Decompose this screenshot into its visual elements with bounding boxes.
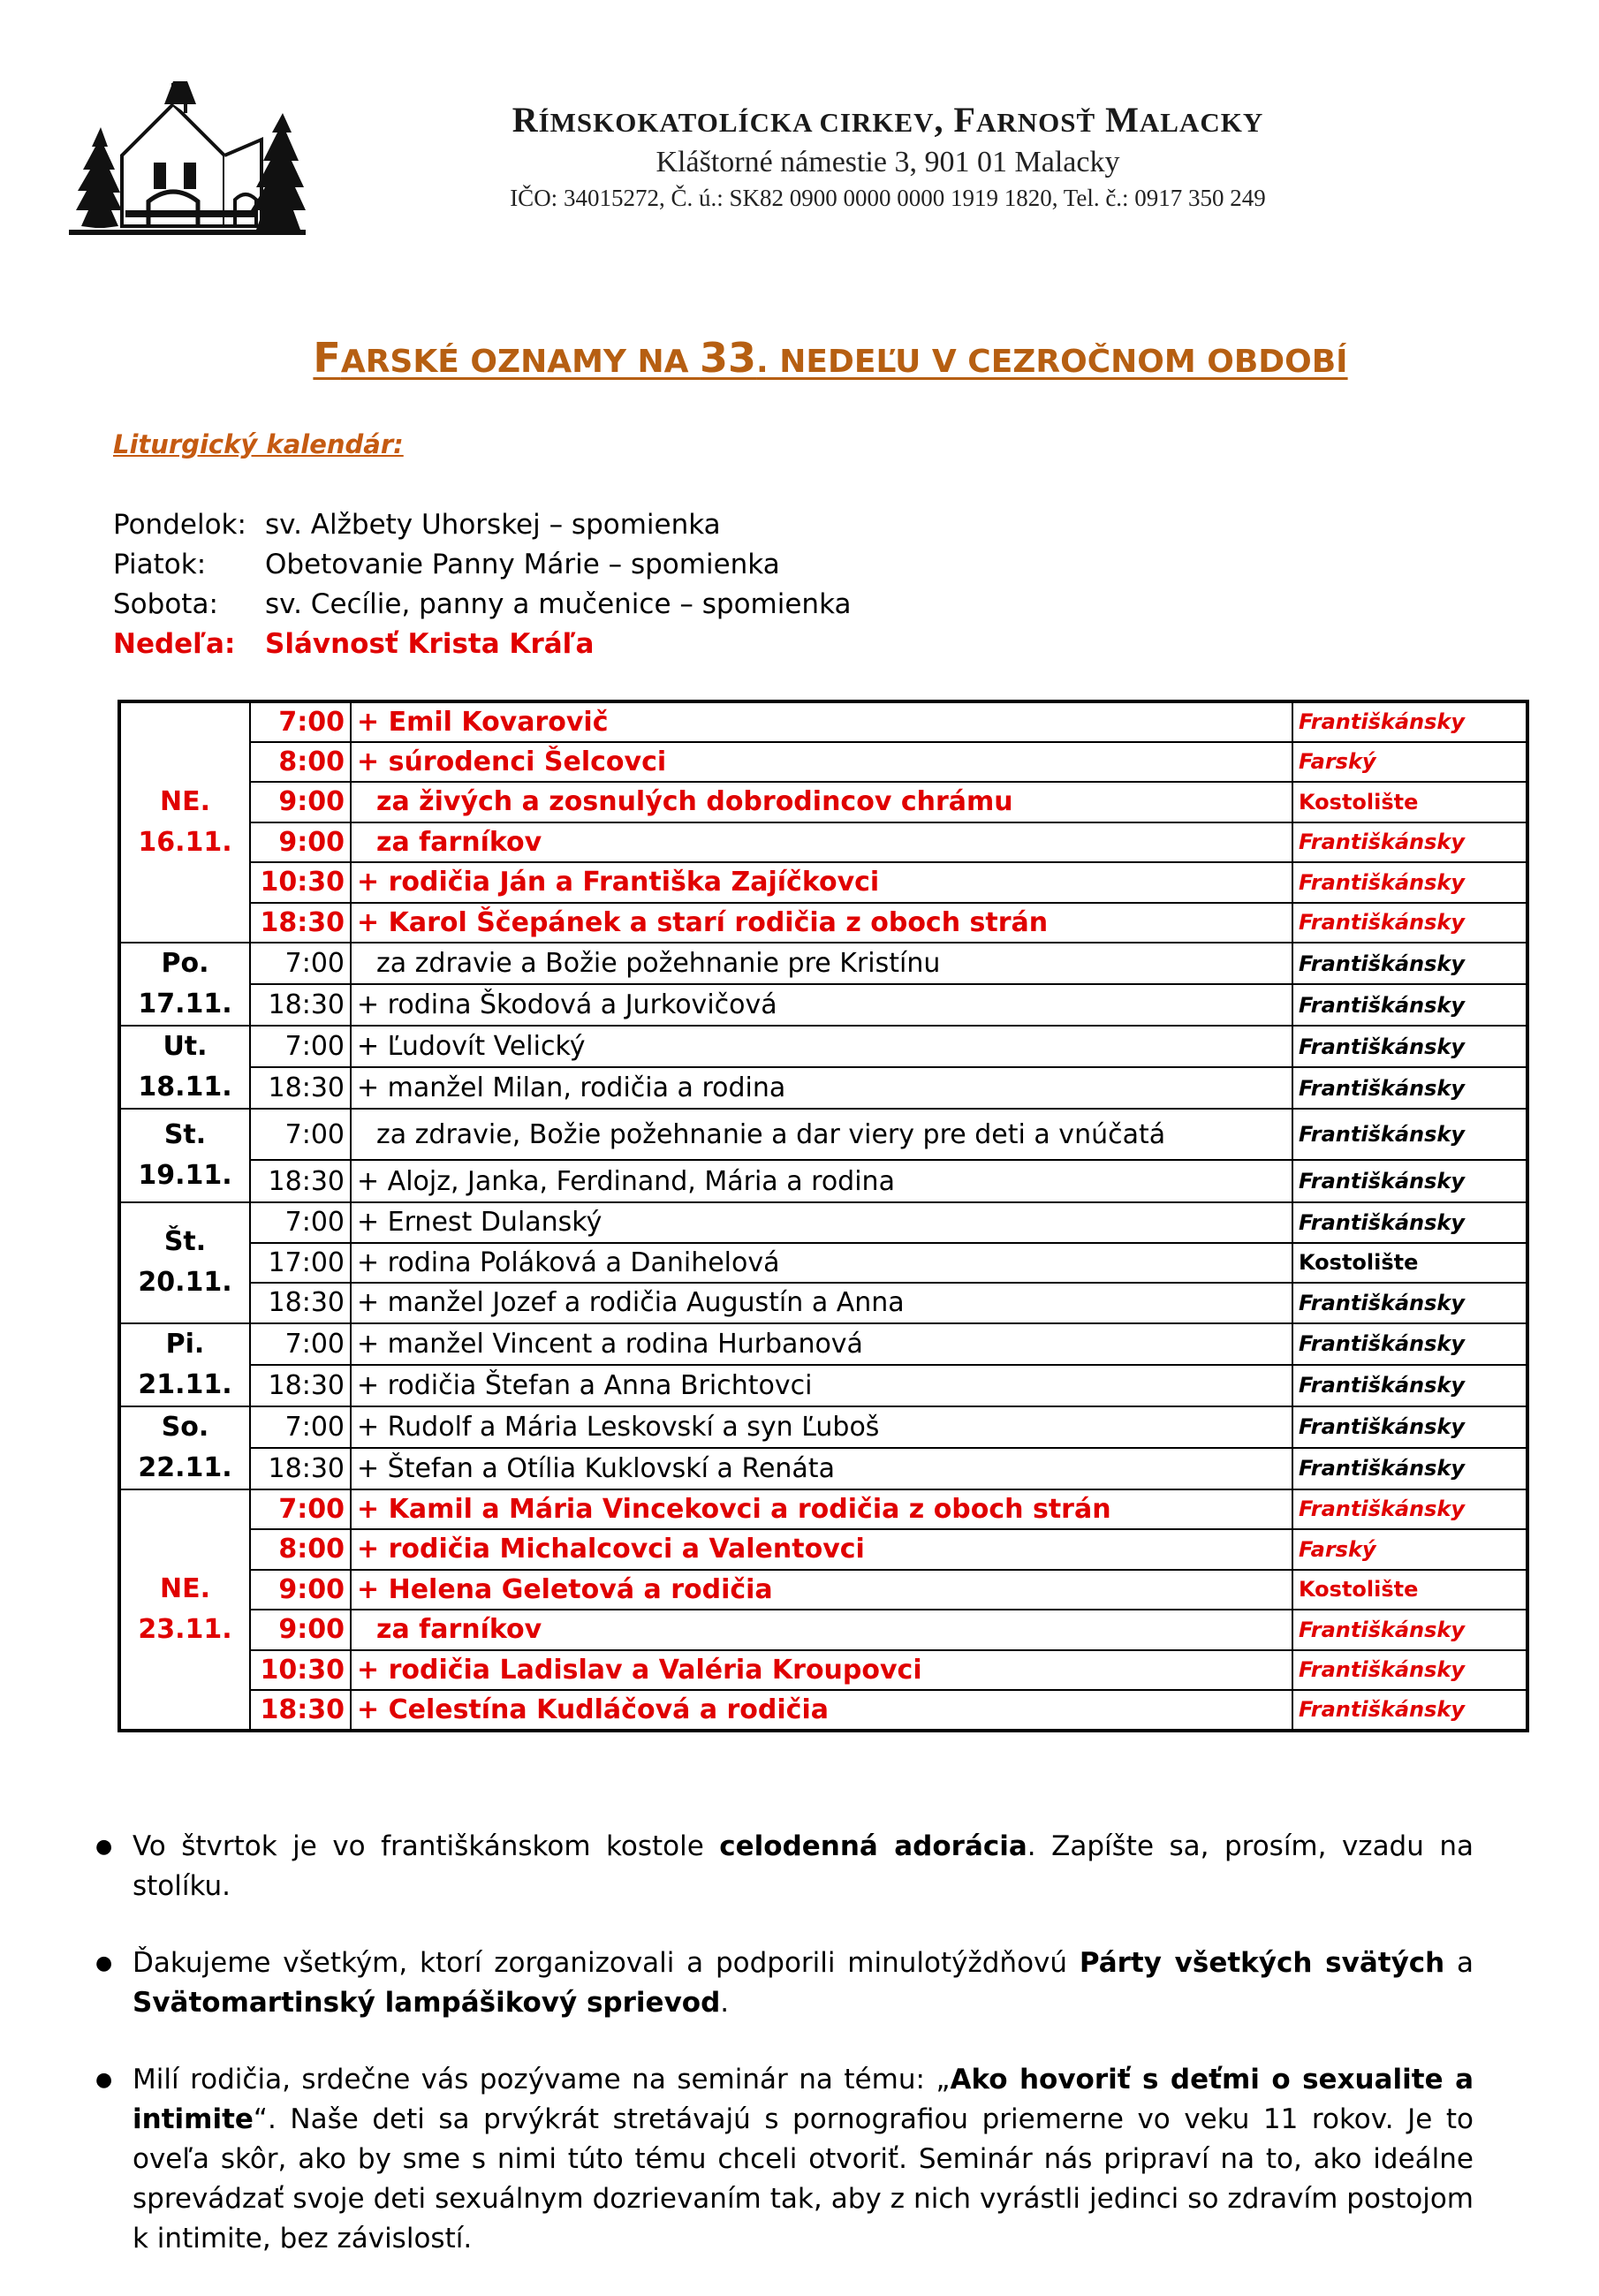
table-row: 8:00 + súrodenci Šelcovci Farský — [119, 742, 1527, 783]
table-row: 18:30 + rodičia Štefan a Anna Brichtovci Františkánsky — [119, 1365, 1527, 1406]
organization-name: RÍMSKOKATOLÍCKA CIRKEV, FARNOSŤ MALACKY — [512, 100, 1264, 140]
mass-schedule-table — [117, 700, 1529, 1732]
calendar-row: Piatok: Obetovanie Panny Márie – spomienka — [113, 549, 780, 580]
organization-address: Kláštorné námestie 3, 901 01 Malacky — [656, 146, 1120, 178]
announcement-item: ● Ďakujeme všetkým, ktorí zorganizovali a podporili minulotýždňovú Párty všetkých svätých a Svätomartinský lampášikový sprievod. — [95, 1944, 1474, 2023]
table-row: 17:00 + rodina Poláková a Danihelová Kostolište — [119, 1243, 1527, 1284]
table-row: 18:30 + rodina Škodová a Jurkovičová Františkánsky — [119, 984, 1527, 1026]
table-row: 18:30 + Celestína Kudláčová a rodičia Františkánsky — [119, 1690, 1527, 1731]
liturgical-calendar — [113, 505, 851, 664]
table-row: St. 19.11. 7:00 za zdravie, Božie požehnanie a dar viery pre deti a vnúčatá Františkánsky — [119, 1109, 1527, 1160]
bullet-icon: ● — [95, 1952, 113, 1974]
church-logo — [69, 78, 306, 237]
organization-ids: IČO: 34015272, Č. ú.: SK82 0900 0000 0000 1919 1820, Tel. č.: 0917 350 249 — [510, 185, 1266, 211]
day-cell: Pi. 21.11. — [119, 1323, 250, 1406]
table-row: 9:00 za farníkov Františkánsky — [119, 1610, 1527, 1650]
table-row: 10:30 + rodičia Ján a Františka Zajíčkovci Františkánsky — [119, 862, 1527, 903]
table-row: 18:30 + Karol Ščepánek a starí rodičia z oboch strán Františkánsky — [119, 903, 1527, 943]
table-row: Pi. 21.11. 7:00 + manžel Vincent a rodina Hurbanová Františkánsky — [119, 1323, 1527, 1365]
liturgical-calendar-label: Liturgický kalendár: — [113, 429, 404, 459]
bullet-icon: ● — [95, 2069, 113, 2091]
table-row: Ut. 18.11. 7:00 + Ľudovít Velický Františkánsky — [119, 1026, 1527, 1067]
announcements — [95, 1827, 1474, 2296]
table-row: 9:00 za farníkov Františkánsky — [119, 822, 1527, 863]
table-row: 18:30 + Štefan a Otília Kuklovskí a Renáta Františkánsky — [119, 1448, 1527, 1489]
day-cell: Po. 17.11. — [119, 943, 250, 1026]
announcement-item: ● Milí rodičia, srdečne vás pozývame na seminár na tému: „Ako hovoriť s deťmi o sexualite a intimite“. Naše deti sa prvýkrát stretávajú s pornografiou priemerne vo veku 11 rokov. Je to oveľa skôr, ako by sme s nimi túto tému chceli otvoriť. Seminár nás pripraví na to, ako ideálne sprevádzať svoje deti sexuálnym dozrievaním tak, aby z nich vyrástli jedinci so zdravím postojom k intimite, bez závislostí. — [95, 2060, 1474, 2259]
day-cell: NE. 23.11. — [119, 1489, 250, 1731]
day-cell: Ut. 18.11. — [119, 1026, 250, 1109]
parish-header — [336, 99, 1440, 212]
table-row: 18:30 + manžel Milan, rodičia a rodina Františkánsky — [119, 1067, 1527, 1109]
announcement-item: ● Vo štvrtok je vo františkánskom kostole celodenná adorácia. Zapíšte sa, prosím, vzadu na stolíku. — [95, 1827, 1474, 1906]
day-cell: NE. 16.11. — [119, 701, 250, 943]
table-row: 18:30 + manžel Jozef a rodičia Augustín a Anna Františkánsky — [119, 1283, 1527, 1323]
calendar-row: Pondelok: sv. Alžbety Uhorskej – spomienka — [113, 509, 721, 541]
table-row: 18:30 + Alojz, Janka, Ferdinand, Mária a rodina Františkánsky — [119, 1160, 1527, 1202]
day-cell: Št. 20.11. — [119, 1202, 250, 1323]
day-cell: So. 22.11. — [119, 1406, 250, 1489]
table-row: NE. 16.11. 7:00 + Emil Kovarovič Františkánsky — [119, 701, 1527, 742]
table-row: 8:00 + rodičia Michalcovci a Valentovci Farský — [119, 1529, 1527, 1570]
table-row: Po. 17.11. 7:00 za zdravie a Božie požehnanie pre Kristínu Františkánsky — [119, 943, 1527, 984]
day-cell: St. 19.11. — [119, 1109, 250, 1202]
calendar-row-sunday: Nedeľa: Slávnosť Krista Kráľa — [113, 628, 595, 660]
table-row: So. 22.11. 7:00 + Rudolf a Mária Leskovskí a syn Ľuboš Františkánsky — [119, 1406, 1527, 1448]
table-row: Št. 20.11. 7:00 + Ernest Dulanský Františkánsky — [119, 1202, 1527, 1243]
bullet-icon: ● — [95, 1836, 113, 1858]
table-row: NE. 23.11. 7:00 + Kamil a Mária Vincekovci a rodičia z oboch strán Františkánsky — [119, 1489, 1527, 1530]
table-row: 9:00 + Helena Geletová a rodičia Kostolište — [119, 1570, 1527, 1610]
table-row: 9:00 za živých a zosnulých dobrodincov chrámu Kostolište — [119, 782, 1527, 822]
calendar-row: Sobota: sv. Cecílie, panny a mučenice – spomienka — [113, 588, 852, 620]
page-title: FARSKÉ OZNAMY NA 33. NEDEĽU V CEZROČNOM OBDOBÍ — [313, 334, 1348, 382]
table-row: 10:30 + rodičia Ladislav a Valéria Kroupovci Františkánsky — [119, 1650, 1527, 1691]
